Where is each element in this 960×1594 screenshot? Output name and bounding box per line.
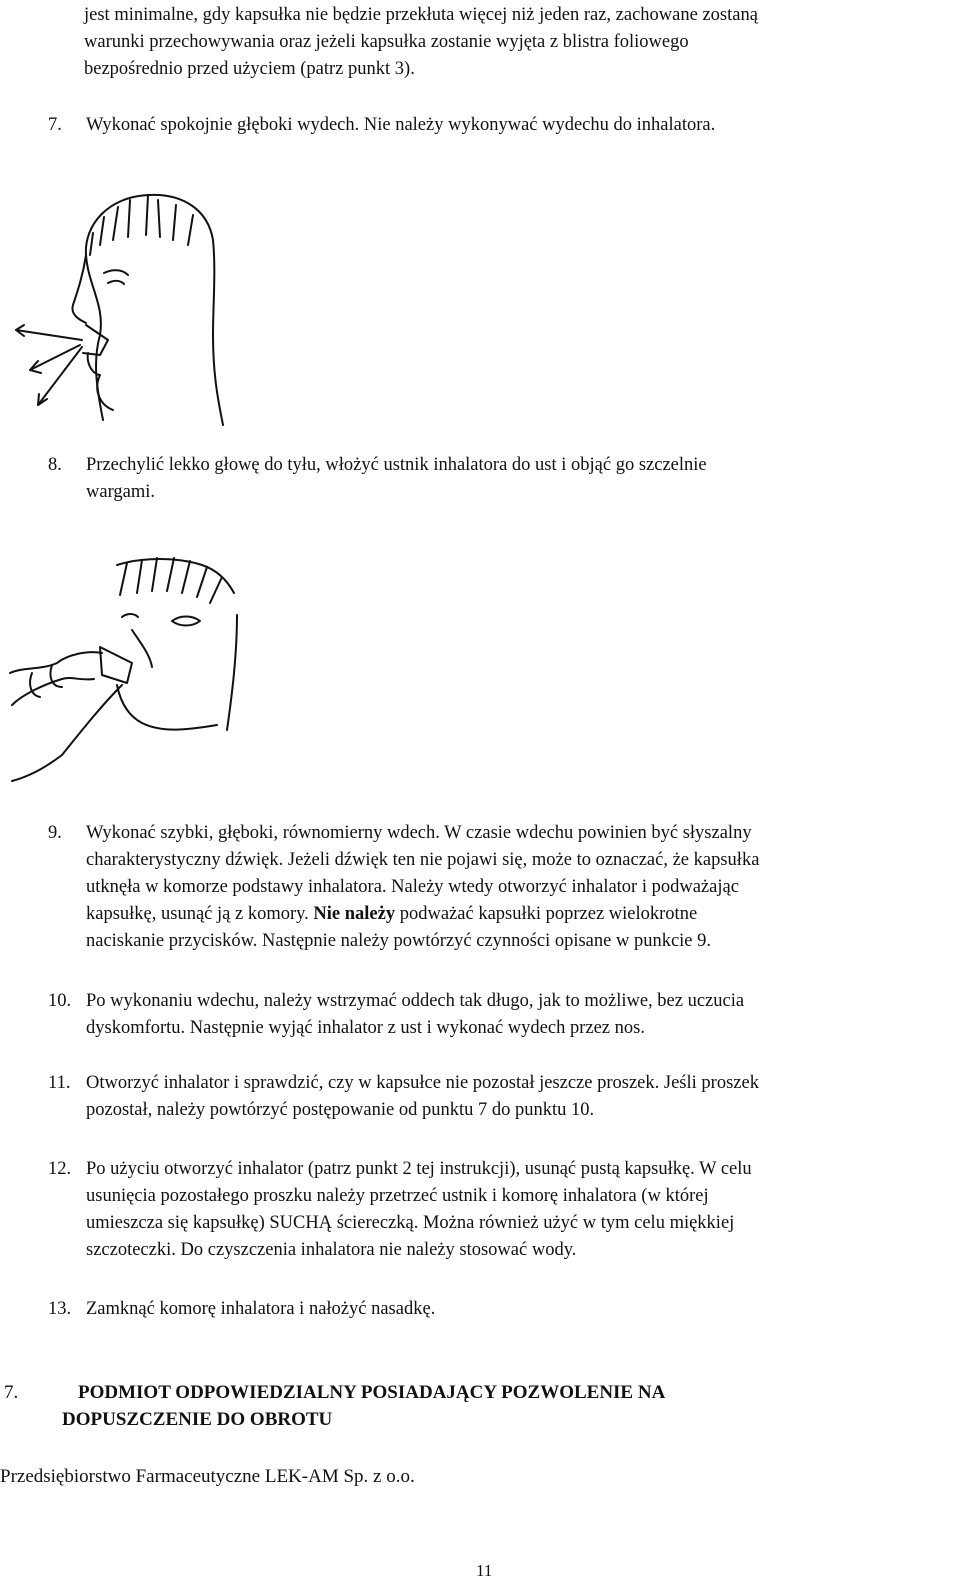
- step-text: Wykonać szybki, głęboki, równomierny wdech. W czasie wdechu powinien być słyszalny: [86, 823, 752, 843]
- step-text: Otworzyć inhalator i sprawdzić, czy w kapsułce nie pozostał jeszcze proszek. Jeśli proszek: [86, 1073, 759, 1093]
- step-number: 7.: [48, 115, 62, 135]
- step-text-part: podważać kapsułki poprzez wielokrotne: [399, 904, 698, 924]
- step-number: 8.: [48, 455, 62, 475]
- step-text: naciskanie przycisków. Następnie należy powtórzyć czynności opisane w punkcie 9.: [86, 931, 712, 951]
- step-text: Wykonać spokojnie głęboki wydech. Nie należy wykonywać wydechu do inhalatora.: [86, 115, 716, 135]
- company-name: Przedsiębiorstwo Farmaceutyczne LEK-AM Sp. z o.o.: [0, 1466, 415, 1487]
- step-text: Zamknąć komorę inhalatora i nałożyć nasadkę.: [86, 1299, 436, 1319]
- step-text: wargami.: [86, 482, 156, 502]
- exhale-illustration: [8, 185, 228, 430]
- step-text: charakterystyczny dźwięk. Jeżeli dźwięk ten nie pojawi się, może to oznaczać, że kapsułka: [86, 850, 760, 870]
- step-text: pozostał, należy powtórzyć postępowanie od punktu 7 do punktu 10.: [86, 1100, 595, 1120]
- inhaler-in-mouth-illustration: [2, 555, 242, 785]
- step-text: Przechylić lekko głowę do tyłu, włożyć ustnik inhalatora do ust i objąć go szczelnie: [86, 455, 707, 475]
- step-text: dyskomfortu. Następnie wyjąć inhalator z ust i wykonać wydech przez nos.: [86, 1018, 645, 1038]
- step-text: [86, 901, 697, 928]
- step-number: 13.: [48, 1299, 72, 1319]
- step-text: Po wykonaniu wdechu, należy wstrzymać oddech tak długo, jak to możliwe, bez uczucia: [86, 991, 745, 1011]
- continuation-line: warunki przechowywania oraz jeżeli kapsułka zostanie wyjęta z blistra foliowego: [84, 32, 689, 52]
- step-text: umieszcza się kapsułkę) SUCHĄ ściereczką. Można również użyć w tym celu miękkiej: [86, 1213, 735, 1233]
- page-number: 11: [476, 1561, 493, 1580]
- step-text: Po użyciu otworzyć inhalator (patrz punkt 2 tej instrukcji), usunąć pustą kapsułkę. W celu: [86, 1159, 752, 1179]
- warning-emphasis: Nie należy: [313, 904, 396, 924]
- continuation-line: bezpośrednio przed użyciem (patrz punkt 3).: [84, 59, 415, 79]
- step-text: utknęła w komorze podstawy inhalatora. Należy wtedy otworzyć inhalator i podważając: [86, 877, 739, 897]
- step-text-part: kapsułkę, usunąć ją z komory.: [86, 904, 309, 924]
- step-number: 11.: [48, 1073, 71, 1093]
- section-title: PODMIOT ODPOWIEDZIALNY POSIADAJĄCY POZWOLENIE NA: [78, 1382, 666, 1403]
- step-text: usunięcia pozostałego proszku należy przetrzeć ustnik i komorę inhalatora (w której: [86, 1186, 709, 1206]
- continuation-line: jest minimalne, gdy kapsułka nie będzie przekłuta więcej niż jeden raz, zachowane zostaną: [84, 5, 758, 25]
- step-text: szczoteczki. Do czyszczenia inhalatora nie należy stosować wody.: [86, 1240, 577, 1260]
- step-number: 9.: [48, 823, 62, 843]
- section-title: DOPUSZCZENIE DO OBROTU: [62, 1409, 333, 1430]
- section-number: 7.: [4, 1382, 19, 1403]
- step-number: 12.: [48, 1159, 72, 1179]
- step-number: 10.: [48, 991, 72, 1011]
